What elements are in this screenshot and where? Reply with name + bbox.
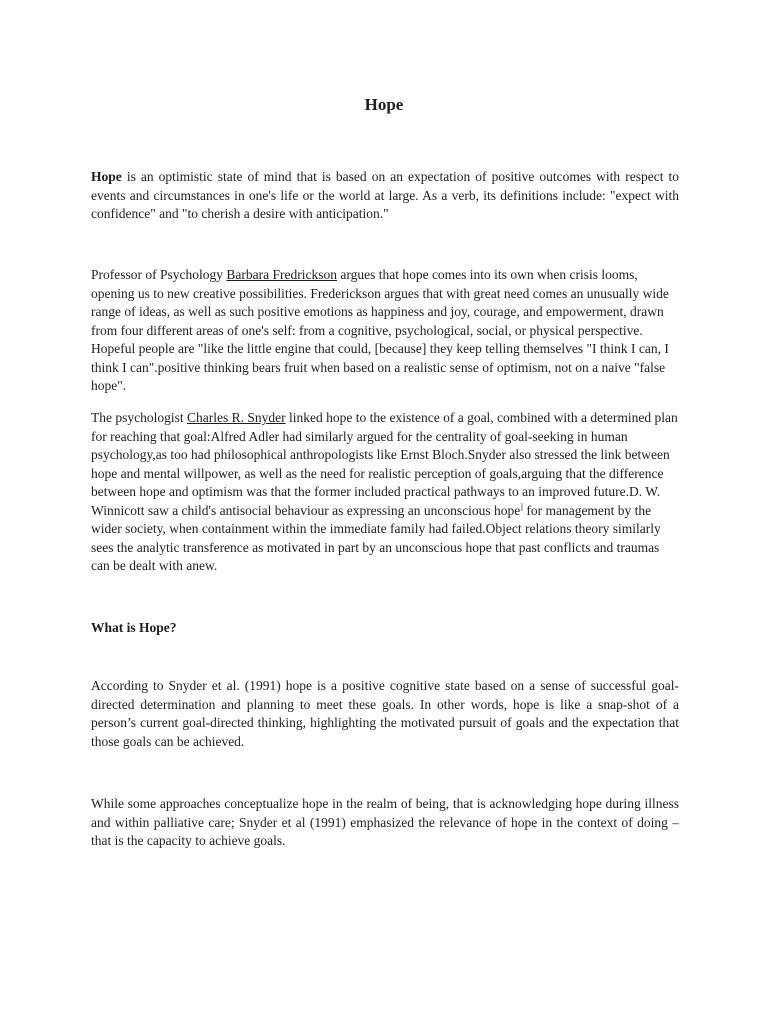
- fredrickson-text-after: argues that hope comes into its own when crisis looms, opening us to new creative possibilities. Frederickson argues that with great need comes an unusually wide range of ideas, as well as such positive emotions as happiness and joy, courage, and empowerment, drawn from four different areas of one's self: from a cognitive, psychological, social, or physical perspective. Hopeful people are "like the little engine that could, [because] they keep telling themselves "I think I can, I think I can".positive thinking bears fruit when based on a realistic sense of optimism, not on a naive "false hope".: [91, 267, 669, 393]
- fredrickson-text-before: Professor of Psychology: [91, 267, 227, 282]
- snyder-text-before: The psychologist: [91, 410, 187, 425]
- footnote-marker: ]: [520, 502, 523, 511]
- intro-lead-term: Hope: [91, 169, 122, 184]
- snyder-link[interactable]: Charles R. Snyder: [187, 410, 286, 425]
- section-heading: What is Hope?: [91, 620, 177, 635]
- snyder-paragraph: [91, 409, 679, 576]
- snyder-text-after: linked hope to the existence of a goal, combined with a determined plan for reaching that goal:Alfred Adler had similarly argued for the centrality of goal-seeking in human psychology,as too had philosophical anthropologists like Ernst Bloch.Snyder also stressed the link between hope and mental willpower, as well as the need for realistic perception of goals,arguing that the difference between hope and optimism was that the former included practical pathways to an improved future.D. W. Winnicott saw a child's antisocial behaviour as expressing an unconscious hope: [91, 410, 678, 518]
- fredrickson-paragraph: [91, 266, 679, 396]
- page-title: Hope: [364, 95, 404, 114]
- definition-paragraph: According to Snyder et al. (1991) hope is a positive cognitive state based on a sense of successful goal-directed determination and planning to meet these goals. In other words, hope is like a snap-shot of a person’s current goal-directed thinking, highlighting the motivated pursuit of goals and the expectation that those goals can be achieved.: [91, 678, 679, 749]
- intro-paragraph: [91, 168, 679, 224]
- intro-text: is an optimistic state of mind that is based on an expectation of positive outcomes with respect to events and circumstances in one's life or the world at large. As a verb, its definitions include: "expect with confidence" and "to cherish a desire with anticipation.": [91, 169, 679, 221]
- snyder-text-tail: for management by the wider society, when containment within the immediate family had failed.Object relations theory similarly sees the analytic transference as motivated in part by an unconscious hope that past conflicts and traumas can be dealt with anew.: [91, 502, 661, 573]
- doing-paragraph: While some approaches conceptualize hope in the realm of being, that is acknowledging hope during illness and within palliative care; Snyder et al (1991) emphasized the relevance of hope in the context of doing – that is the capacity to achieve goals.: [91, 796, 679, 848]
- fredrickson-link[interactable]: Barbara Fredrickson: [226, 267, 337, 282]
